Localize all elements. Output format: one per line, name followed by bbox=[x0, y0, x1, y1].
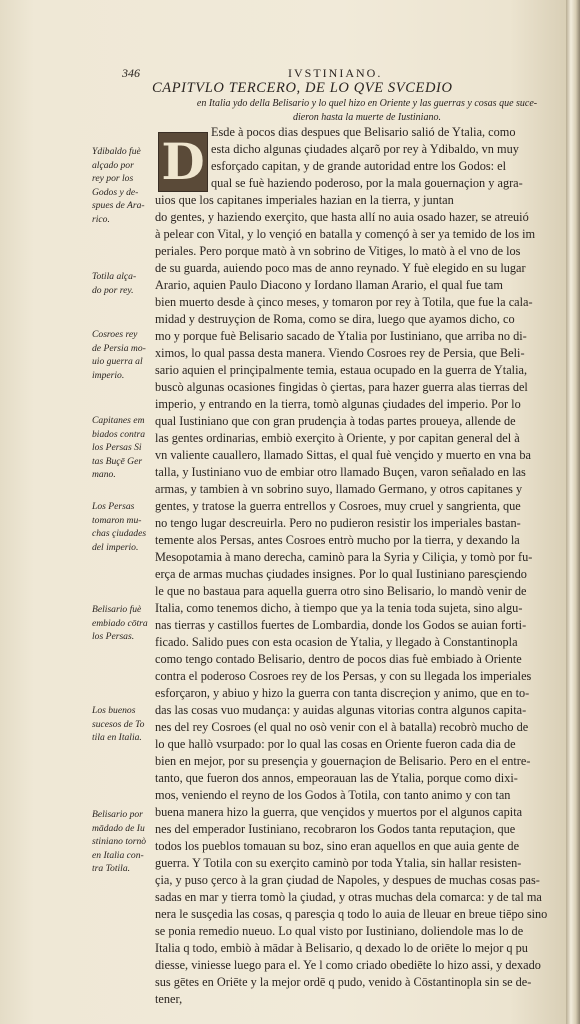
margin-note-line: rey por los bbox=[92, 173, 134, 184]
margin-note-line: do por rey. bbox=[92, 284, 134, 296]
margin-note-line: biados contra bbox=[92, 428, 146, 440]
text-line: midad y destruyçion de Roma, como se dira, luego que ayamos dicho, co bbox=[155, 312, 515, 326]
text-line: Arario, aquien Paulo Diacono y Iordano llaman Arario, el qual fue tam bbox=[155, 278, 503, 292]
drop-cap bbox=[158, 132, 208, 192]
page-edge bbox=[566, 0, 580, 1024]
text-line: qual se fuè haziendo poderoso, por la mala gouernaçion y agra- bbox=[211, 176, 523, 190]
margin-note-line: Capitanes em bbox=[92, 415, 145, 426]
text-line: tener, bbox=[155, 992, 183, 1006]
margin-note-line: de Persia mo- bbox=[92, 342, 146, 354]
margin-note-line: Cosroes rey bbox=[92, 329, 138, 340]
margin-note-line: Los Persas bbox=[92, 501, 135, 512]
text-line: sadas en mar y tierra tomò la çiudad, y otras muchas dela comarca: y de tal ma bbox=[155, 890, 542, 904]
text-line: buena manera hizo la guerra, que vençidos y muertos por el algunos capita bbox=[155, 805, 523, 819]
text-line: sus gētes en Oriēte y la mejor ordē q pudo, venido à Cōstantinopla sin se de- bbox=[155, 975, 532, 989]
text-line: esforçado capitan, y de grande autoridad entre los Godos: el bbox=[211, 159, 507, 173]
margin-note bbox=[92, 704, 164, 745]
text-line: sario aquien el prinçipalmente temia, estaua ocupado en la guerra de Ytalia, bbox=[155, 363, 528, 377]
text-line: çia, y puso çerco à la gran çiudad de Napoles, y despues de muchas cosas pas- bbox=[155, 873, 540, 887]
margin-note bbox=[92, 328, 164, 382]
text-line: mos, veniendo el reyno de los Godos à Totila, con tanto animo y con tan bbox=[155, 788, 511, 802]
text-line: vn valiente cauallero, llamado Sittas, el qual fuè vençido y muerto en vna ba bbox=[155, 448, 531, 462]
text-line: imperio, y entrando en la tierra, tomò algunas çiudades del imperio. Por lo bbox=[155, 397, 521, 411]
text-line: do gentes, y haziendo exerçito, que hasta allí no auia osado hazer, se atreuió bbox=[155, 210, 529, 224]
text-line: no tengo lugar descreuirla. Pero no pudieron resistir los imperiales bastan- bbox=[155, 516, 521, 530]
margin-note-line: los Persas Si bbox=[92, 442, 142, 453]
text-line: se ponia remedio nueuo. Lo qual visto por Iustiniano, doliendole mas lo de bbox=[155, 924, 524, 938]
text-line: Italia, como tenemos dicho, à tiempo que ya la tenia toda sujeta, sino algu- bbox=[155, 601, 523, 615]
margin-note-line: tila en Italia. bbox=[92, 732, 142, 743]
text-line: buscò algunas ocasiones fingidas ò çiertas, para hazer guerra alas tierras del bbox=[155, 380, 528, 394]
text-line: diesse, viniesse luego para el. Ye l como criado obediēte lo hizo assi, y dexado bbox=[155, 958, 541, 972]
text-line: armas, y tambien à vn sobrino suyo, llamado Germano, y otros capitanes y bbox=[155, 482, 523, 496]
text-line: nera le susçedia las cosas, q paresçia q todo lo auia de lleuar en breue tiēpo sino bbox=[155, 907, 548, 921]
text-line: Italia q todo, embiò à mādar à Belisario, q dexado lo de oriēte lo mejor q pu bbox=[155, 941, 528, 955]
margin-note-line: tas Buçē Ger bbox=[92, 455, 143, 467]
drop-cap-letter: D bbox=[161, 132, 205, 191]
body-text bbox=[155, 124, 565, 1008]
margin-note bbox=[92, 603, 164, 644]
text-line: guerra. Y Totila con su exerçito caminò por toda Ytalia, sin hallar resisten- bbox=[155, 856, 522, 870]
text-line: ficado. Salido pues con esta ocasion de Ytalia, y llegado à Constantinopla bbox=[155, 635, 518, 649]
text-line: uios que los capitanes imperiales hazian en la tierra, y juntan bbox=[155, 193, 454, 207]
text-line: le que no bastaua para aquella guerra otro sino Belisario, lo mandò venir de bbox=[155, 584, 527, 598]
margin-note bbox=[92, 414, 164, 482]
text-line: das las cosas vuo mudança: y auidas algunas vitorias contra algunos capita- bbox=[155, 703, 527, 717]
margin-note-line: Godos y de- bbox=[92, 186, 139, 198]
chapter-subtitle-line: dieron hasta la muerte de Iustiniano. bbox=[293, 111, 441, 123]
chapter-title: CAPITVLO TERCERO, DE LO QVE SVCEDIO bbox=[152, 80, 453, 96]
margin-note-line: uio guerra al bbox=[92, 356, 143, 367]
text-line: temente alos Persas, antes Cosroes entrò mucho por la tierra, y dexando la bbox=[155, 533, 520, 547]
text-line: periales. Pero porque matò à vn sobrino de Vitiges, lo matò à el vno de los bbox=[155, 244, 521, 258]
margin-note-line: Ydibaldo fuè bbox=[92, 146, 141, 157]
margin-note-line: stiniano tornò bbox=[92, 836, 147, 847]
running-head: IVSTINIANO. bbox=[288, 66, 383, 80]
margin-note-line: Totila alça- bbox=[92, 271, 137, 282]
text-line: Mesopotamia à mano derecha, caminò para la Syria y Ciliçia, y tomò por fu- bbox=[155, 550, 533, 564]
text-line: bien muerto desde à çinco meses, y tomaron por rey à Totila, que fue la cala- bbox=[155, 295, 533, 309]
margin-note-line: Belisario fuè bbox=[92, 604, 142, 615]
margin-note-line: del imperio. bbox=[92, 541, 139, 553]
margin-note-line: imperio. bbox=[92, 369, 125, 381]
margin-note-line: Los buenos bbox=[92, 705, 136, 716]
text-line: qual Iustiniano que con gran prudençia à todas partes proueya, allende de bbox=[155, 414, 516, 428]
chapter-subtitle-line: en Italia ydo della Belisario y lo quel hizo en Oriente y las guerras y cosas que suce- bbox=[196, 98, 538, 109]
text-line: Esde à pocos dias despues que Belisario salió de Ytalia, como bbox=[211, 125, 516, 139]
text-line: las gentes ordinarias, embiò exerçito à Oriente, y por capitan general del à bbox=[155, 431, 520, 445]
text-line: erça de armas muchas çiudades insignes. Por lo qual Iustiniano paresçiendo bbox=[155, 567, 527, 581]
margin-note-line: sucesos de To bbox=[92, 718, 145, 730]
text-line: mo y porque fuè Belisario sacado de Ytalia por Iustiniano, que arriba no di- bbox=[155, 329, 527, 343]
text-line: ximos, lo qual passa desta manera. Viendo Cosroes rey de Persia, que Beli- bbox=[155, 346, 525, 360]
margin-note-line: spues de Ara- bbox=[92, 200, 145, 211]
text-line: nas tierras y castillos fuertes de Lombardia, donde los Godos se auian forti- bbox=[155, 618, 527, 632]
margin-note-line: tra Totila. bbox=[92, 863, 131, 874]
margin-note-line: chas çiudades bbox=[92, 528, 147, 539]
margin-note-line: Belisario por bbox=[92, 809, 143, 820]
text-line: lo que hallò vsurpado: por lo qual las cosas en Oriente fueron cada dia de bbox=[155, 737, 516, 751]
margin-note-line: alçado por bbox=[92, 159, 134, 171]
text-line: nes del rey Cosroes (el qual no osò venir con el à batalla) recobrò mucho de bbox=[155, 720, 529, 734]
text-line: nes del emperador Iustiniano, recobraron los Godos tanta reputaçion, que bbox=[155, 822, 516, 836]
margin-note-line: tomaron mu- bbox=[92, 514, 142, 526]
text-line: bien en mejor, por su presençia y gouernaçion de Belisario. Pero en el entre- bbox=[155, 754, 531, 768]
text-line: à pelear con Vital, y lo vençió en batalla y començó à ser ya temido de los im bbox=[155, 227, 536, 241]
text-line: de su guarda, auiendo poco mas de anno reynado. Y fuè elegido en su lugar bbox=[155, 261, 526, 275]
text-line: contra el poderoso Cosroes rey de los Persas, y con su llegada los imperiales bbox=[155, 669, 532, 683]
margin-note-line: en Italia con- bbox=[92, 849, 144, 861]
margin-note-line: mādado de Iu bbox=[92, 822, 145, 834]
text-line: talla, y Iustiniano vuo de embiar otro llamado Buçen, varon señalado en las bbox=[155, 465, 526, 479]
text-line: tanto, que fueron dos annos, empeorauan las de Ytalia, porque como dixi- bbox=[155, 771, 518, 785]
text-line: esforçaron, y abiuo y hizo la guerra con tanta discreçion y animo, que en to- bbox=[155, 686, 530, 700]
text-line: esta dicho algunas çiudades alçarõ por rey à Ydibaldo, vn muy bbox=[211, 142, 519, 156]
margin-note-line: rico. bbox=[92, 213, 110, 225]
chapter-subtitle bbox=[170, 97, 564, 124]
margin-note-line: los Persas. bbox=[92, 631, 135, 642]
margin-note bbox=[92, 270, 164, 297]
text-line: gentes, y tratose la guerra entrellos y Cosroes, muy cruel y sangrienta, que bbox=[155, 499, 521, 513]
margin-note bbox=[92, 500, 164, 554]
text-line: como tengo contado Belisario, dentro de pocos dias fuè embiado à Oriente bbox=[155, 652, 522, 666]
page-number: 346 bbox=[122, 66, 140, 80]
margin-note-line: mano. bbox=[92, 469, 116, 480]
text-line: todos los pueblos tomauan su boz, sino eran aquellos en que auia gente de bbox=[155, 839, 520, 853]
margin-note-line: embiado cōtra bbox=[92, 617, 148, 629]
margin-note bbox=[92, 145, 164, 226]
margin-note bbox=[92, 808, 164, 876]
